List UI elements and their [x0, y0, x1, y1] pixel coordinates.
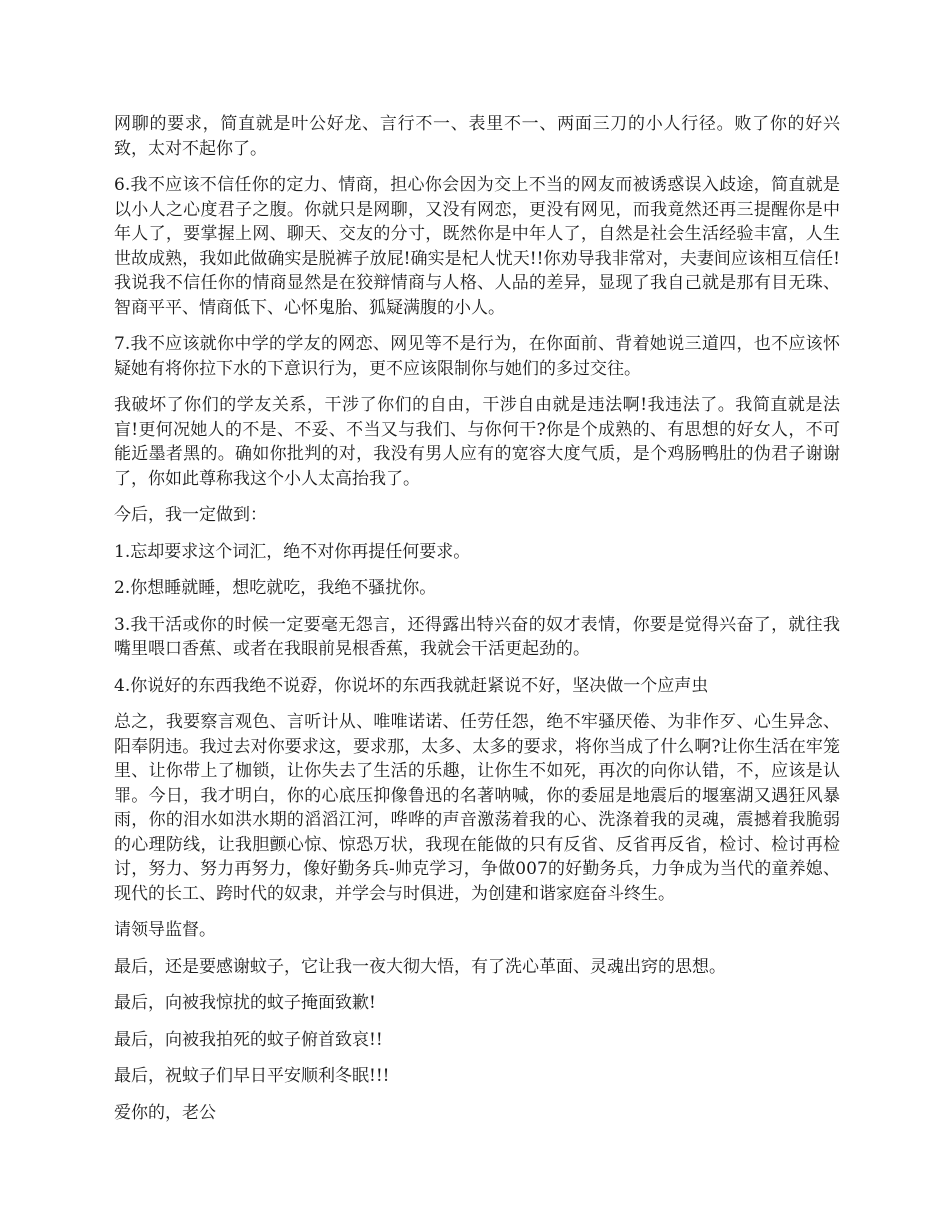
list-item: 4.你说好的东西我绝不说孬，你说坏的东西我就赶紧说不好，坚决做一个应声虫	[114, 675, 709, 696]
paragraph: 最后，还是要感谢蚊子，它让我一夜大彻大悟，有了洗心革面、灵魂出窍的思想。	[114, 956, 726, 977]
signature: 爱你的，老公	[114, 1102, 216, 1123]
paragraph: 6.我不应该不信任你的定力、情商，担心你会因为交上不当的网友而被诱惑误入歧途，简直就是以小人之心度君子之腹。你就只是网聊，又没有网恋，更没有网见，而我竟然还再三提醒你是中年人了，要掌握上网、聊天、交友的分寸，既然你是中年人了，自然是社会生活经验丰富，人生世故成熟，我如此做确实是脱裤子放屁!确实是杞人忧天!!你劝导我非常对，夫妻间应该相互信任!我说我不信任你的情商显然是在狡辩情商与人格、人品的差异，显现了我自己就是那有目无珠、智商平平、情商低下、心怀鬼胎、狐疑满腹的小人。	[114, 175, 840, 318]
paragraph: 7.我不应该就你中学的学友的网恋、网见等不是行为，在你面前、背着她说三道四，也不应该怀疑她有将你拉下水的下意识行为，更不应该限制你与她们的多过交往。	[114, 334, 840, 379]
paragraph: 请领导监督。	[114, 920, 216, 940]
paragraph: 网聊的要求，简直就是叶公好龙、言行不一、表里不一、两面三刀的小人行径。败了你的好兴致，太对不起你了。	[114, 114, 840, 159]
list-item: 2.你想睡就睡，想吃就吃，我绝不骚扰你。	[114, 578, 437, 598]
paragraph: 总之，我要察言观色、言听计从、唯唯诺诺、任劳任怨，绝不牢骚厌倦、为非作歹、心生异念、阳奉阴违。我过去对你要求这，要求那，太多、太多的要求，将你当成了什么啊?让你生活在牢笼里、让你带上了枷锁，让你失去了生活的乐趣，让你生不如死，再次的向你认错，不，应该是认罪。今日，我才明白，你的心底压抑像鲁迅的名著呐喊，你的委屈是地震后的堰塞湖又遇狂风暴雨，你的泪水如洪水期的滔滔江河，哗哗的声音激荡着我的心、洗涤着我的灵魂，震撼着我脆弱的心理防线，让我胆颤心惊、惊恐万状，我现在能做的只有反省、反省再反省，检讨、检讨再检讨，努力、努力再努力，像好勤务兵-帅克学习，争做007的好勤务兵，力争成为当代的童养媳、现代的长工、跨时代的奴隶，并学会与时俱进，为创建和谐家庭奋斗终生。	[114, 712, 840, 904]
paragraph: 最后，祝蚊子们早日平安顺利冬眠!!!	[114, 1066, 390, 1086]
list-item: 3.我干活或你的时候一定要毫无怨言，还得露出特兴奋的奴才表情，你要是觉得兴奋了，就往我嘴里喂口香蕉、或者在我眼前晃根香蕉，我就会干活更起劲的。	[114, 614, 840, 659]
document-body	[114, 112, 840, 1137]
paragraph: 今后，我一定做到：	[114, 505, 267, 525]
paragraph: 最后，向被我拍死的蚊子俯首致哀!!	[114, 1029, 383, 1050]
paragraph: 我破坏了你们的学友关系，干涉了你们的自由，干涉自由就是违法啊!我违法了。我简直就是法盲!更何况她人的不是、不妥、不当又与我们、与你何干?你是个成熟的、有思想的好女人，不可能近墨者黑的。确如你批判的对，我没有男人应有的宽容大度气质，是个鸡肠鸭肚的伪君子谢谢了，你如此尊称我这个小人太高抬我了。	[114, 395, 840, 489]
list-item: 1.忘却要求这个词汇，绝不对你再提任何要求。	[114, 541, 471, 562]
paragraph: 最后，向被我惊扰的蚊子掩面致歉!	[114, 993, 376, 1013]
